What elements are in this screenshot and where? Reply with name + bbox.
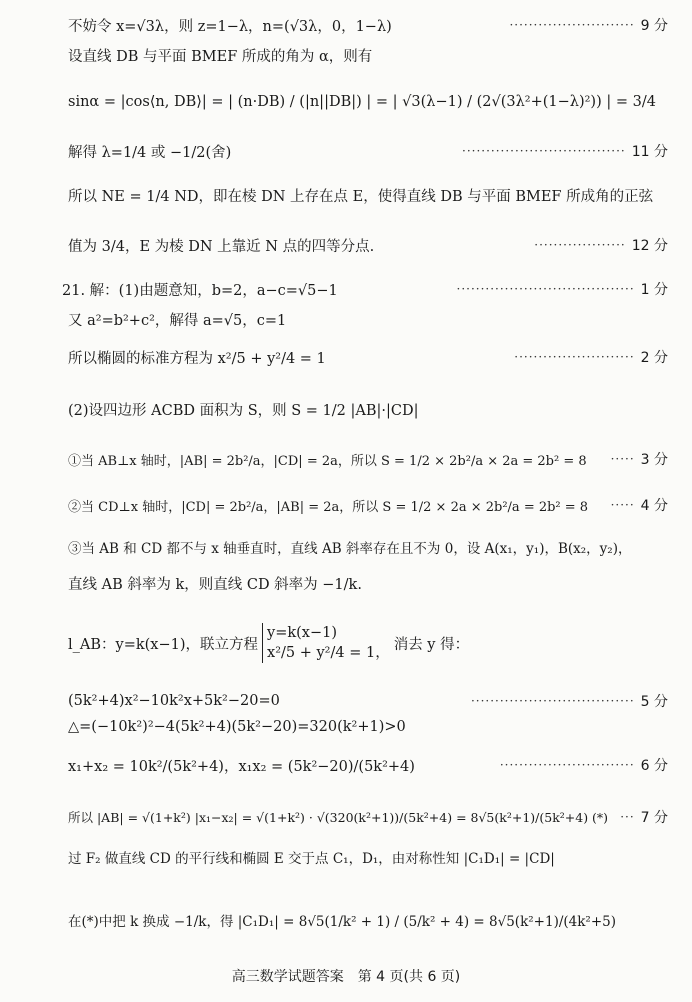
formula-sin-line [0,84,692,120]
solution-line [0,184,692,206]
solution-line [0,898,692,942]
score-label: 2 分 [640,350,668,366]
line-text: 所以 |AB| = √(1+k²) |x₁−x₂| = √(1+k²) · √(320(k²+1))/(5k²+4) = 8√5(k²+1)/(5k²+4) (*) [68,810,609,825]
line-text: 设直线 DB 与平面 BMEF 所成的角为 α，则有 [68,48,373,65]
system-eq2: x²/5 + y²/4 = 1， [267,645,390,661]
score-label: 6 分 [640,758,668,774]
line-text: 直线 AB 斜率为 k，则直线 CD 斜率为 −1/k. [68,576,362,593]
score-label: 3 分 [640,452,668,468]
line-text: 过 F₂ 做直线 CD 的平行线和椭圆 E 交于点 C₁，D₁，由对称性知 |C₁D₁| = |CD| [68,851,555,867]
line-text: (5k²+4)x²−10k²x+5k²−20=0 [68,693,280,709]
system-tail: 消去 y 得： [393,636,470,653]
score-label: 5 分 [640,694,668,710]
line-text: ②当 CD⊥x 轴时，|CD| = 2b²/a，|AB| = 2a，所以 S = 1/2 × 2a × 2b²/a = 2b² = 8 [68,499,589,515]
system-lead: l_AB：y=k(x−1)，联立方程 [68,636,259,653]
solution-line [0,716,692,738]
solution-line: ②当 CD⊥x 轴时，|CD| = 2b²/a，|AB| = 2a，所以 S = 1/2 × 2a × 2b²/a = 2b² = 8 ····· 4 分 [0,494,692,516]
equation-brace [262,623,390,664]
line-text: 值为 3/4，E 为棱 DN 上靠近 N 点的四等分点. [68,238,375,255]
solution-line: ①当 AB⊥x 轴时，|AB| = 2b²/a，|CD| = 2a，所以 S = 1/2 × 2b²/a × 2a = 2b² = 8 ····· 3 分 [0,448,692,470]
page-footer: 高三数学试题答案 第 4 页(共 6 页) [231,969,461,985]
last-line: 在(*)中把 k 换成 −1/k，得 |C₁D₁| = 8√5(1/k² + 1) / (5/k² + 4) = 8√5(k²+1)/(4k²+5) [68,914,616,930]
line-text: ③当 AB 和 CD 都不与 x 轴垂直时，直线 AB 斜率存在且不为 0，设 A(x₁，y₁)，B(x₂，y₂)， [68,541,632,557]
score-label: 11 分 [631,144,668,160]
solution-line: 所以 |AB| = √(1+k²) |x₁−x₂| = √(1+k²) · √(320(k²+1))/(5k²+4) = 8√5(k²+1)/(5k²+4) (*) ··· 7 分 [0,806,692,828]
solution-line: 值为 3/4，E 为棱 DN 上靠近 N 点的四等分点. ··················· 12 分 [0,234,692,256]
line-text: 又 a²=b²+c²，解得 a=√5，c=1 [68,312,287,329]
solution-line [0,308,692,330]
score-label: 9 分 [640,18,668,34]
solution-line: 不妨令 x=√3λ，则 z=1−λ，n=(√3λ，0，1−λ) ·························· 9 分 [0,14,692,36]
score-label: 4 分 [640,498,668,514]
score-label: 12 分 [631,238,668,254]
solution-line [0,572,692,594]
system-eq1: y=k(x−1) [267,624,338,641]
solution-line [0,44,692,66]
solution-line: 21. 解：(1)由题意知，b=2，a−c=√5−1 ····································· 1 分 [0,278,692,300]
line-text: (2)设四边形 ACBD 面积为 S，则 S = 1/2 |AB|·|CD| [68,402,419,419]
line-text: 21. 解：(1)由题意知，b=2，a−c=√5−1 [62,282,338,299]
solution-line: x₁+x₂ = 10k²/(5k²+4)，x₁x₂ = (5k²−20)/(5k²+4) ···························· 6 分 [0,754,692,776]
line-text: 不妨令 x=√3λ，则 z=1−λ，n=(√3λ，0，1−λ) [68,18,392,35]
score-label: 7 分 [640,810,668,826]
line-text: ①当 AB⊥x 轴时，|AB| = 2b²/a，|CD| = 2a，所以 S = 1/2 × 2b²/a × 2a = 2b² = 8 [68,453,587,469]
solution-line [0,846,692,868]
line-text: 所以椭圆的标准方程为 x²/5 + y²/4 = 1 [68,350,326,367]
solution-line: (5k²+4)x²−10k²x+5k²−20=0 ·································· 5 分 [0,690,692,712]
solution-line [0,536,692,558]
solution-line [0,398,692,420]
solution-line: 所以椭圆的标准方程为 x²/5 + y²/4 = 1 ························· 2 分 [0,346,692,368]
formula-sin: sinα = |cos⟨n, DB⟩| = | (n·DB) / (|n||DB|) | = | √3(λ−1) / (2√(3λ²+(1−λ)²)) | = 3/4 [68,94,656,110]
score-label: 1 分 [640,282,668,298]
solution-line: 解得 λ=1/4 或 −1/2(舍) ·································· 11 分 [0,140,692,162]
line-text: 解得 λ=1/4 或 −1/2(舍) [68,144,232,161]
line-text: △=(−10k²)²−4(5k²+4)(5k²−20)=320(k²+1)>0 [68,719,406,735]
line-text: 所以 NE = 1/4 ND，即在棱 DN 上存在点 E，使得直线 DB 与平面 BMEF 所成角的正弦 [68,188,654,205]
system-line [0,612,692,674]
line-text: x₁+x₂ = 10k²/(5k²+4)，x₁x₂ = (5k²−20)/(5k²+4) [68,758,415,775]
